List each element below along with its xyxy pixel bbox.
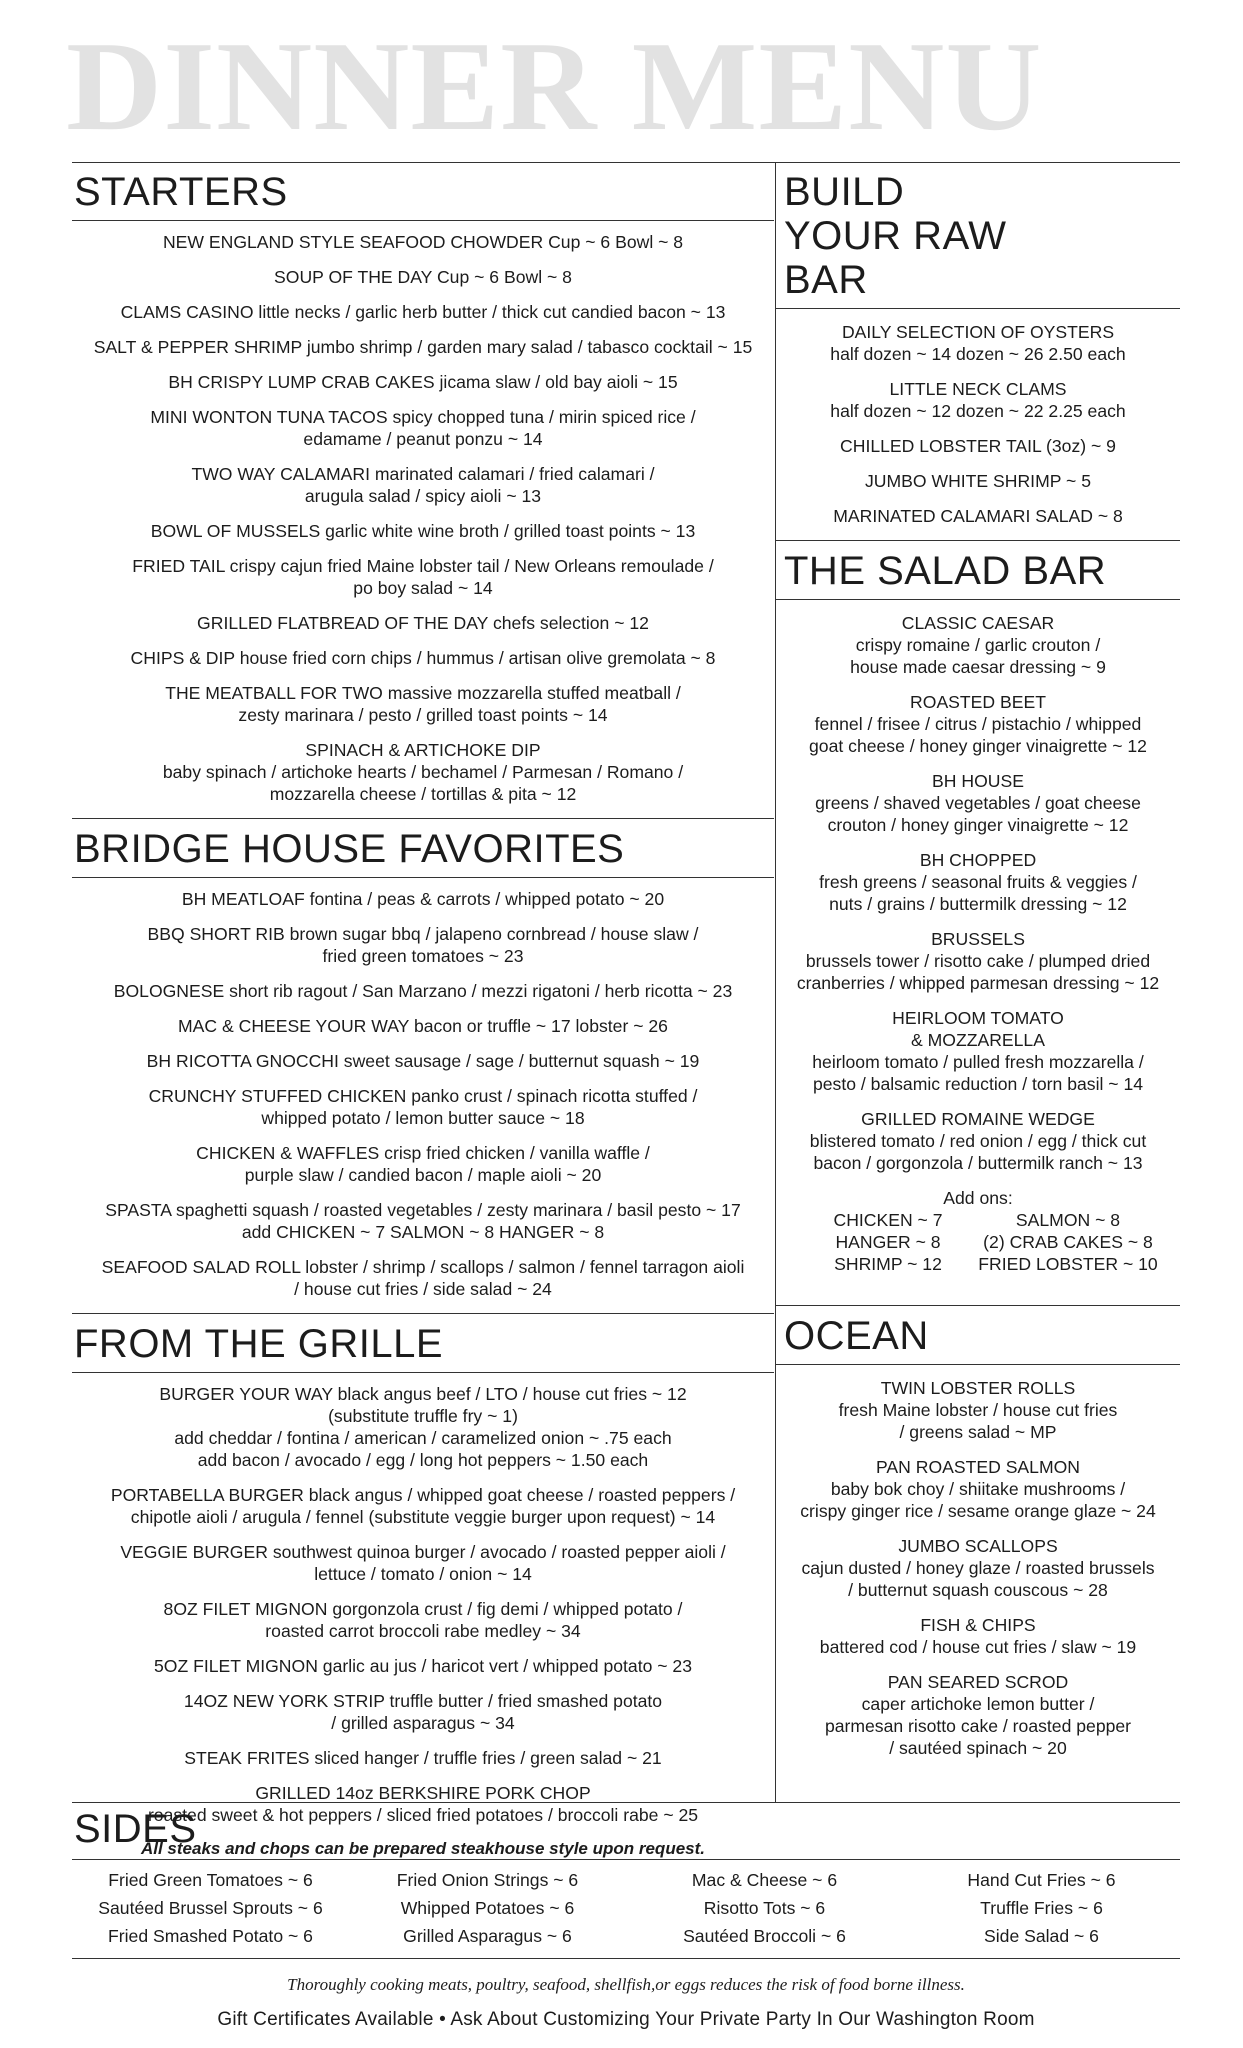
- ocean-item-line: fresh Maine lobster / house cut fries: [838, 1400, 1118, 1420]
- rawbar-item-line: LITTLE NECK CLAMS: [889, 379, 1067, 399]
- ocean-item-line: cajun dusted / honey glaze / roasted brussels: [801, 1558, 1155, 1578]
- favorite-item-line: / house cut fries / side salad ~ 24: [294, 1279, 552, 1299]
- grille-item: [72, 1598, 774, 1642]
- salad-item-line: ROASTED BEET: [910, 692, 1046, 712]
- starter-item-line: SOUP OF THE DAY Cup ~ 6 Bowl ~ 8: [274, 267, 572, 287]
- ocean-item-line: PAN SEARED SCROD: [887, 1672, 1069, 1692]
- ocean-item-line: FISH & CHIPS: [920, 1615, 1036, 1635]
- grille-item-line: (substitute truffle fry ~ 1): [328, 1406, 518, 1426]
- salad-item-line: greens / shaved vegetables / goat cheese: [815, 793, 1141, 813]
- starter-item-line: po boy salad ~ 14: [353, 578, 493, 598]
- grille-item-line: add cheddar / fontina / american / caramelized onion ~ .75 each: [174, 1428, 672, 1448]
- grille-item-line: / grilled asparagus ~ 34: [331, 1713, 515, 1733]
- starter-item-line: NEW ENGLAND STYLE SEAFOOD CHOWDER Cup ~ 6 Bowl ~ 8: [162, 232, 684, 252]
- ocean-item: [776, 1614, 1180, 1658]
- section-title-rawbar: BUILD YOUR RAW BAR: [776, 162, 1014, 309]
- rawbar-item: [776, 378, 1180, 422]
- favorite-item-line: purple slaw / candied bacon / maple aioli ~ 20: [244, 1165, 602, 1185]
- salad-item-line: GRILLED ROMAINE WEDGE: [861, 1109, 1095, 1129]
- starter-item-line: CLAMS CASINO little necks / garlic herb butter / thick cut candied bacon ~ 13: [120, 302, 726, 322]
- section-ocean: [776, 1305, 1180, 1759]
- ocean-item-line: parmesan risotto cake / roasted pepper: [824, 1716, 1132, 1736]
- favorite-item-line: BBQ SHORT RIB brown sugar bbq / jalapeno cornbread / house slaw /: [147, 924, 699, 944]
- favorite-item: [72, 1085, 774, 1129]
- starter-item-line: THE MEATBALL FOR TWO massive mozzarella stuffed meatball /: [165, 683, 681, 703]
- steakhouse-note: All steaks and chops can be prepared steakhouse style upon request.: [140, 1839, 705, 1858]
- salad-item-line: BRUSSELS: [931, 929, 1025, 949]
- salad-item: [776, 691, 1180, 757]
- salad-item-line: BH CHOPPED: [919, 850, 1037, 870]
- salad-item-line: crispy romaine / garlic crouton /: [855, 635, 1101, 655]
- side-item: Whipped Potatoes ~ 6: [400, 1898, 575, 1918]
- grille-item: [72, 1484, 774, 1528]
- section-title-sides: SIDES: [74, 1807, 197, 1851]
- favorite-item-line: SEAFOOD SALAD ROLL lobster / shrimp / scallops / salmon / fennel tarragon aioli: [101, 1257, 745, 1277]
- salad-item-line: cranberries / whipped parmesan dressing ~ 12: [796, 973, 1160, 993]
- rawbar-item-line: MARINATED CALAMARI SALAD ~ 8: [833, 506, 1123, 526]
- starter-item-line: SPINACH & ARTICHOKE DIP: [305, 740, 541, 760]
- grille-item-line: add bacon / avocado / egg / long hot peppers ~ 1.50 each: [197, 1450, 649, 1470]
- grille-item-line: lettuce / tomato / onion ~ 14: [314, 1564, 532, 1584]
- salad-item: [776, 1007, 1180, 1095]
- starter-item-line: SALT & PEPPER SHRIMP jumbo shrimp / garden mary salad / tabasco cocktail ~ 15: [93, 337, 753, 357]
- section-title-grille: FROM THE GRILLE: [72, 1314, 774, 1373]
- grille-item: [72, 1747, 774, 1769]
- grille-item-line: roasted carrot broccoli rabe medley ~ 34: [265, 1621, 581, 1641]
- ocean-item-line: JUMBO SCALLOPS: [898, 1536, 1058, 1556]
- starter-item: [72, 520, 774, 542]
- rawbar-item: [776, 435, 1180, 457]
- rawbar-item: [776, 470, 1180, 492]
- section-title-ocean: OCEAN: [776, 1306, 1180, 1365]
- addon-item: HANGER ~ 8: [835, 1232, 941, 1252]
- left-column: [72, 162, 774, 1863]
- grille-item-line: STEAK FRITES sliced hanger / truffle fries / green salad ~ 21: [184, 1748, 662, 1768]
- favorite-item-line: whipped potato / lemon butter sauce ~ 18: [261, 1108, 585, 1128]
- ocean-item-line: PAN ROASTED SALMON: [876, 1457, 1080, 1477]
- side-item: Fried Smashed Potato ~ 6: [108, 1926, 313, 1946]
- salad-item-line: fresh greens / seasonal fruits & veggies /: [819, 872, 1137, 892]
- favorite-item-line: CHICKEN & WAFFLES crisp fried chicken / vanilla waffle /: [196, 1143, 650, 1163]
- starter-item: [72, 647, 774, 669]
- starter-item-line: MINI WONTON TUNA TACOS spicy chopped tuna / mirin spiced rice /: [150, 407, 696, 427]
- food-safety-warning: Thoroughly cooking meats, poultry, seafood, shellfish,or eggs reduces the risk of food borne illness.: [287, 1975, 965, 1994]
- ocean-item: [776, 1671, 1180, 1759]
- starter-item-line: BH CRISPY LUMP CRAB CAKES jicama slaw / old bay aioli ~ 15: [168, 372, 678, 392]
- starter-item-line: mozzarella cheese / tortillas & pita ~ 12: [269, 784, 577, 804]
- addons-grid: [798, 1209, 1158, 1275]
- addon-item: CHICKEN ~ 7: [833, 1210, 943, 1230]
- rawbar-item: [776, 505, 1180, 527]
- addon-item: (2) CRAB CAKES ~ 8: [983, 1232, 1153, 1252]
- ocean-item-line: baby bok choy / shiitake mushrooms /: [830, 1479, 1126, 1499]
- starter-item: [72, 266, 774, 288]
- starter-item-line: edamame / peanut ponzu ~ 14: [303, 429, 543, 449]
- grille-item: [72, 1541, 774, 1585]
- salad-item: [776, 849, 1180, 915]
- salad-item-line: blistered tomato / red onion / egg / thick cut: [809, 1131, 1147, 1151]
- rawbar-item-line: JUMBO WHITE SHRIMP ~ 5: [865, 471, 1091, 491]
- ocean-item: [776, 1535, 1180, 1601]
- favorites-list: [72, 878, 774, 1300]
- grille-list: [72, 1373, 774, 1826]
- ocean-item-line: / greens salad ~ MP: [899, 1422, 1057, 1442]
- starter-item-line: TWO WAY CALAMARI marinated calamari / fried calamari /: [191, 464, 655, 484]
- addon-item: SALMON ~ 8: [1015, 1210, 1121, 1230]
- favorite-item: [72, 888, 774, 910]
- salad-item-line: nuts / grains / buttermilk dressing ~ 12: [829, 894, 1127, 914]
- salad-item: [776, 928, 1180, 994]
- grille-item-line: PORTABELLA BURGER black angus / whipped goat cheese / roasted peppers /: [110, 1485, 736, 1505]
- salad-item-line: bacon / gorgonzola / buttermilk ranch ~ 13: [813, 1153, 1143, 1173]
- starter-item: [72, 231, 774, 253]
- starter-item-line: GRILLED FLATBREAD OF THE DAY chefs selection ~ 12: [197, 613, 649, 633]
- section-sides: [72, 1802, 1180, 2031]
- favorite-item-line: BH MEATLOAF fontina / peas & carrots / whipped potato ~ 20: [181, 889, 665, 909]
- salad-item-line: heirloom tomato / pulled fresh mozzarella /: [812, 1052, 1144, 1072]
- side-item: Risotto Tots ~ 6: [703, 1898, 826, 1918]
- salad-item-line: brussels tower / risotto cake / plumped dried: [805, 951, 1151, 971]
- ocean-item-line: / butternut squash couscous ~ 28: [848, 1580, 1108, 1600]
- salad-list: [776, 600, 1180, 1174]
- section-title-favorites: BRIDGE HOUSE FAVORITES: [72, 819, 774, 878]
- starter-item-line: zesty marinara / pesto / grilled toast points ~ 14: [238, 705, 608, 725]
- salad-item-line: & MOZZARELLA: [911, 1030, 1045, 1050]
- grille-item-line: VEGGIE BURGER southwest quinoa burger / avocado / roasted pepper aioli /: [120, 1542, 726, 1562]
- favorite-item-line: BH RICOTTA GNOCCHI sweet sausage / sage / butternut squash ~ 19: [146, 1051, 700, 1071]
- section-grille: [72, 1313, 774, 1863]
- side-item: Fried Green Tomatoes ~ 6: [108, 1870, 313, 1890]
- starter-item: [72, 301, 774, 323]
- ocean-item: [776, 1456, 1180, 1522]
- starter-item-line: baby spinach / artichoke hearts / bechamel / Parmesan / Romano /: [162, 762, 684, 782]
- side-item: Mac & Cheese ~ 6: [691, 1870, 838, 1890]
- grille-item-line: chipotle aioli / arugula / fennel (substitute veggie burger upon request) ~ 14: [130, 1507, 716, 1527]
- grille-item-line: roasted sweet & hot peppers / sliced fried potatoes / broccoli rabe ~ 25: [147, 1805, 699, 1825]
- favorite-item-line: MAC & CHEESE YOUR WAY bacon or truffle ~ 17 lobster ~ 26: [178, 1016, 668, 1036]
- section-salad: [776, 540, 1180, 1275]
- favorite-item-line: add CHICKEN ~ 7 SALMON ~ 8 HANGER ~ 8: [241, 1222, 605, 1242]
- salad-item-line: goat cheese / honey ginger vinaigrette ~ 12: [809, 736, 1147, 756]
- salad-item-line: BH HOUSE: [932, 771, 1024, 791]
- ocean-item-line: crispy ginger rice / sesame orange glaze ~ 24: [800, 1501, 1156, 1521]
- starter-item: [72, 463, 774, 507]
- rawbar-item-line: DAILY SELECTION OF OYSTERS: [841, 322, 1115, 342]
- starter-item: [72, 406, 774, 450]
- favorite-item: [72, 980, 774, 1002]
- grille-item-line: GRILLED 14oz BERKSHIRE PORK CHOP: [255, 1783, 591, 1803]
- grille-item-line: BURGER YOUR WAY black angus beef / LTO / house cut fries ~ 12: [159, 1384, 687, 1404]
- grille-item: [72, 1690, 774, 1734]
- favorite-item-line: CRUNCHY STUFFED CHICKEN panko crust / spinach ricotta stuffed /: [148, 1086, 698, 1106]
- rawbar-list: [776, 308, 1180, 527]
- favorite-item-line: fried green tomatoes ~ 23: [322, 946, 524, 966]
- side-item: Fried Onion Strings ~ 6: [396, 1870, 579, 1890]
- favorite-item: [72, 1015, 774, 1037]
- ocean-item: [776, 1377, 1180, 1443]
- starter-item-line: arugula salad / spicy aioli ~ 13: [304, 486, 542, 506]
- grille-item: [72, 1383, 774, 1471]
- starter-item: [72, 336, 774, 358]
- side-item: Sautéed Broccoli ~ 6: [683, 1926, 846, 1946]
- starter-item-line: BOWL OF MUSSELS garlic white wine broth / grilled toast points ~ 13: [150, 521, 696, 541]
- right-column: [776, 162, 1180, 1772]
- starter-item: [72, 739, 774, 805]
- footer-text: Gift Certificates Available • Ask About Customizing Your Private Party In Our Washington Room: [217, 2009, 1035, 2030]
- rawbar-item-line: CHILLED LOBSTER TAIL (3oz) ~ 9: [840, 436, 1116, 456]
- favorite-item-line: SPASTA spaghetti squash / roasted vegetables / zesty marinara / basil pesto ~ 17: [105, 1200, 741, 1220]
- grille-item-line: 14OZ NEW YORK STRIP truffle butter / fried smashed potato: [183, 1691, 663, 1711]
- starter-item: [72, 682, 774, 726]
- side-item: Truffle Fries ~ 6: [980, 1898, 1103, 1918]
- favorite-item-line: BOLOGNESE short rib ragout / San Marzano / mezzi rigatoni / herb ricotta ~ 23: [113, 981, 733, 1001]
- salad-item-line: crouton / honey ginger vinaigrette ~ 12: [827, 815, 1129, 835]
- salad-item: [776, 770, 1180, 836]
- salad-item-line: pesto / balsamic reduction / torn basil ~ 14: [812, 1074, 1144, 1094]
- salad-item-line: CLASSIC CAESAR: [901, 613, 1055, 633]
- ocean-item-line: battered cod / house cut fries / slaw ~ 19: [819, 1637, 1137, 1657]
- grille-item-line: 8OZ FILET MIGNON gorgonzola crust / fig demi / whipped potato /: [163, 1599, 683, 1619]
- rawbar-item-line: half dozen ~ 12 dozen ~ 22 2.25 each: [830, 401, 1126, 421]
- side-item: Side Salad ~ 6: [984, 1926, 1099, 1946]
- section-title-salad: THE SALAD BAR: [776, 541, 1180, 600]
- ocean-item-line: caper artichoke lemon butter /: [861, 1694, 1095, 1714]
- addon-item: FRIED LOBSTER ~ 10: [978, 1254, 1158, 1274]
- starter-item: [72, 612, 774, 634]
- favorite-item: [72, 1142, 774, 1186]
- favorite-item: [72, 1050, 774, 1072]
- rawbar-item: [776, 321, 1180, 365]
- section-favorites: [72, 818, 774, 1300]
- salad-item-line: HEIRLOOM TOMATO: [892, 1008, 1064, 1028]
- favorite-item: [72, 1199, 774, 1243]
- ocean-item-line: TWIN LOBSTER ROLLS: [880, 1378, 1076, 1398]
- sides-grid: [72, 1859, 1180, 1959]
- favorite-item: [72, 923, 774, 967]
- menu-watermark-title: DINNER MENU: [66, 15, 1043, 157]
- addons-label: Add ons:: [943, 1188, 1013, 1208]
- starter-item: [72, 371, 774, 393]
- starter-item-line: CHIPS & DIP house fried corn chips / hummus / artisan olive gremolata ~ 8: [130, 648, 716, 668]
- ocean-item-line: / sautéed spinach ~ 20: [889, 1738, 1067, 1758]
- section-rawbar: [776, 162, 1180, 527]
- salad-item: [776, 612, 1180, 678]
- starter-item-line: FRIED TAIL crispy cajun fried Maine lobster tail / New Orleans remoulade /: [132, 556, 714, 576]
- rawbar-item-line: half dozen ~ 14 dozen ~ 26 2.50 each: [830, 344, 1126, 364]
- salad-item-line: fennel / frisee / citrus / pistachio / whipped: [814, 714, 1142, 734]
- grille-item: [72, 1655, 774, 1677]
- ocean-list: [776, 1365, 1180, 1759]
- side-item: Sautéed Brussel Sprouts ~ 6: [98, 1898, 323, 1918]
- salad-addons: [776, 1187, 1180, 1275]
- side-item: Grilled Asparagus ~ 6: [403, 1926, 572, 1946]
- side-item: Hand Cut Fries ~ 6: [967, 1870, 1116, 1890]
- addon-item: SHRIMP ~ 12: [834, 1254, 942, 1274]
- section-title-starters: STARTERS: [72, 162, 774, 221]
- section-starters: [72, 162, 774, 805]
- favorite-item: [72, 1256, 774, 1300]
- starter-item: [72, 555, 774, 599]
- grille-item-line: 5OZ FILET MIGNON garlic au jus / haricot vert / whipped potato ~ 23: [154, 1656, 692, 1676]
- starters-list: [72, 221, 774, 805]
- salad-item-line: house made caesar dressing ~ 9: [850, 657, 1106, 677]
- salad-item: [776, 1108, 1180, 1174]
